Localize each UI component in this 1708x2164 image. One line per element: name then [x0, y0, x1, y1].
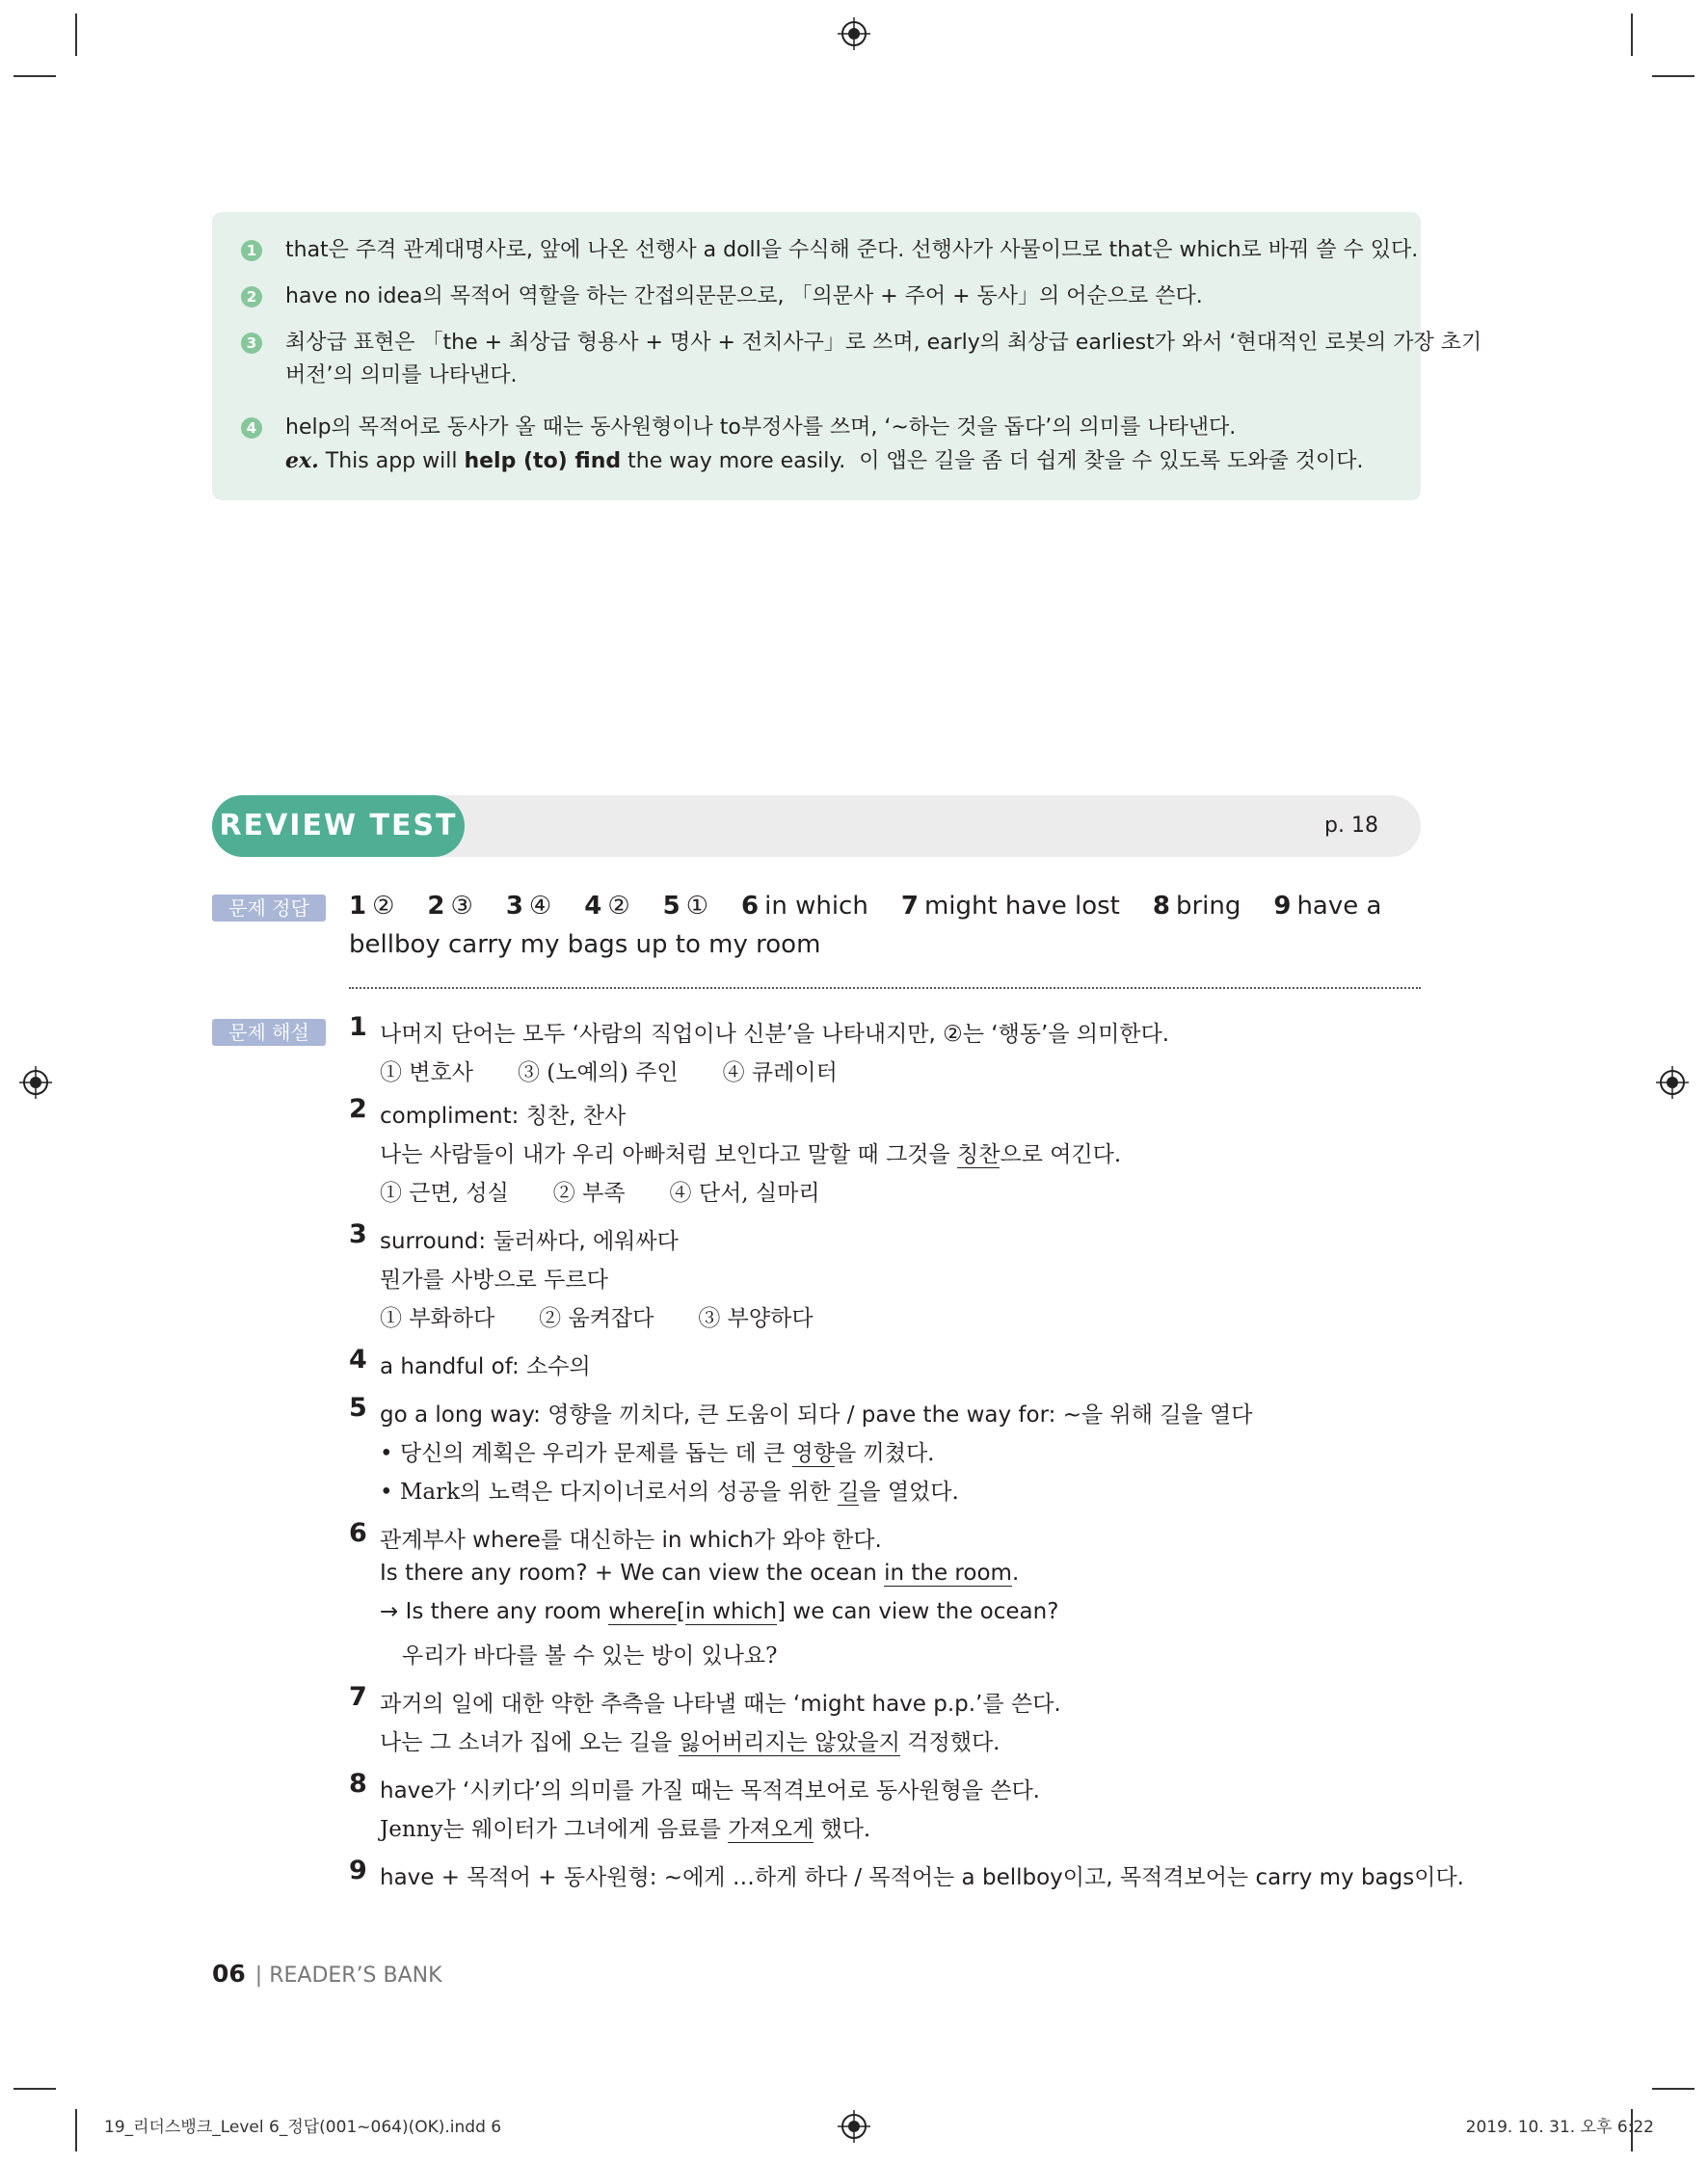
- item-line: [380, 1724, 1000, 1756]
- page-reference: p. 18: [1324, 814, 1378, 838]
- item-line: have + 목적어 + 동사원형: ~에게 …하게 하다 / 목적어는 a bellboy이고, 목적격보어는 carry my bags이다.: [380, 1865, 1464, 1890]
- item-line: [380, 1474, 959, 1506]
- item-line: 관계부사 where를 대신하는 in which가 와야 한다.: [380, 1528, 882, 1553]
- divider: [349, 987, 1421, 989]
- item-number: 8: [349, 1769, 367, 1799]
- answer-number: 3: [505, 892, 523, 921]
- item-number: 5: [349, 1393, 367, 1423]
- answer-item: [1153, 887, 1241, 925]
- note-text: help의 목적어로 동사가 올 때는 동사원형이나 to부정사를 쓰며, ‘~하는 것을 돕다’의 의미를 나타낸다.: [285, 415, 1237, 440]
- note-item: [246, 327, 1482, 392]
- registration-mark-icon: [838, 2110, 870, 2143]
- item-line: [380, 1811, 870, 1843]
- note-text: 최상급 표현은 「the + 최상급 형용사 + 명사 + 전치사구」로 쓰며, early의 최상급 earliest가 와서 ‘현대적인 로봇의 가장 초기: [285, 331, 1482, 355]
- text: [: [676, 1599, 685, 1624]
- item-line: ① 근면, 성실 ② 부족 ④ 단서, 실마리: [380, 1181, 820, 1206]
- answer-item: [1273, 887, 1381, 925]
- crop-mark: [1652, 75, 1695, 77]
- review-test-title: REVIEW TEST: [212, 795, 465, 857]
- text: 걱정했다.: [899, 1730, 1001, 1755]
- underlined-text: 칭찬: [957, 1142, 1001, 1167]
- text: 했다.: [814, 1817, 871, 1842]
- example-text: the way more easily.: [621, 449, 846, 473]
- answer-value: ③: [450, 892, 473, 921]
- answers-tag: 문제 정답: [212, 895, 326, 922]
- item-number: 9: [349, 1856, 367, 1885]
- registration-mark-icon: [19, 1066, 52, 1099]
- answer-number: 4: [584, 892, 602, 921]
- item-line: 뭔가를 사방으로 두르다: [380, 1268, 608, 1293]
- note-item: [246, 234, 1419, 267]
- answer-value: in which: [764, 892, 868, 921]
- crop-mark: [1652, 2088, 1695, 2090]
- note-text: have no idea의 목적어 역할을 하는 간접의문문으로, 「의문사 + 주어 + 동사」의 어순으로 쓴다.: [285, 284, 1203, 308]
- example-text: This app will: [325, 449, 465, 473]
- text: 을 열었다.: [859, 1480, 959, 1505]
- answer-item: [506, 887, 551, 925]
- item-number: 1: [349, 1012, 367, 1042]
- underlined-text: in which: [684, 1599, 778, 1624]
- item-line: [380, 1136, 1121, 1168]
- item-number: 2: [349, 1094, 367, 1124]
- answer-number: 1: [349, 892, 367, 921]
- item-number: 4: [349, 1345, 367, 1375]
- item-line: go a long way: 영향을 끼치다, 큰 도움이 되다 / pave the way for: ~을 위해 길을 열다: [380, 1403, 1253, 1428]
- item-line: [380, 1561, 1019, 1586]
- answers-line: [349, 887, 1381, 925]
- answer-number: 7: [900, 892, 919, 921]
- underlined-text: where: [608, 1599, 677, 1624]
- note-text: 버전’의 의미를 나타낸다.: [285, 363, 518, 387]
- page-number: 06: [212, 1960, 246, 1988]
- crop-mark: [1631, 13, 1633, 56]
- answer-value: ②: [607, 892, 630, 921]
- text: ] we can view the ocean?: [777, 1599, 1059, 1624]
- answer-number: 9: [1273, 892, 1292, 921]
- registration-mark-icon: [1656, 1066, 1689, 1099]
- item-line: compliment: 칭찬, 찬사: [380, 1104, 627, 1129]
- note-text: that은 주격 관계대명사로, 앞에 나온 선행사 a doll을 수식해 준다. 선행사가 사물이므로 that은 which로 바꿔 쓸 수 있다.: [285, 238, 1419, 262]
- grammar-notes-box: [212, 212, 1482, 500]
- underlined-text: in the room: [884, 1561, 1012, 1586]
- note-number: 1: [241, 240, 262, 261]
- item-number: 6: [349, 1518, 367, 1548]
- answer-value: ②: [372, 892, 395, 921]
- note-number: 3: [241, 333, 262, 354]
- item-line: ① 변호사 ③ (노예의) 주인 ④ 큐레이터: [380, 1060, 838, 1085]
- text: • Mark의 노력은 다지이너로서의 성공을 위한: [380, 1480, 839, 1505]
- text: 을 끼쳤다.: [834, 1441, 935, 1466]
- crop-mark: [13, 75, 56, 77]
- answer-value: might have lost: [923, 892, 1120, 921]
- underlined-text: 길: [838, 1480, 860, 1505]
- text: • 당신의 계획은 우리가 문제를 돕는 데 큰: [380, 1441, 792, 1466]
- underlined-text: 가져오게: [728, 1817, 814, 1842]
- text: 나는 사람들이 내가 우리 아빠처럼 보인다고 말할 때 그것을: [380, 1142, 958, 1167]
- answer-item: [663, 887, 708, 925]
- answer-item: [901, 887, 1120, 925]
- answer-number: 2: [427, 892, 445, 921]
- text: .: [1011, 1561, 1020, 1586]
- example-translation: 이 앱은 길을 좀 더 쉽게 찾을 수 있도록 도와줄 것이다.: [859, 449, 1364, 473]
- crop-mark: [75, 13, 77, 56]
- answer-number: 6: [741, 892, 760, 921]
- text: 나는 그 소녀가 집에 오는 길을: [380, 1730, 680, 1755]
- note-item: [246, 281, 1203, 313]
- file-slug: 19_리더스뱅크_Level 6_정답(001~064)(OK).indd 6: [104, 2118, 502, 2137]
- example-label: ex.: [285, 448, 319, 473]
- item-line: have가 ‘시키다’의 의미를 가질 때는 목적격보어로 동사원형을 쓴다.: [380, 1778, 1040, 1803]
- answers-line: bellboy carry my bags up to my room: [349, 930, 821, 959]
- item-number: 7: [349, 1682, 367, 1712]
- text: Jenny는 웨이터가 그녀에게 음료를: [380, 1817, 729, 1842]
- item-line: [380, 1435, 934, 1467]
- answer-item: [584, 887, 629, 925]
- item-number: 3: [349, 1219, 367, 1249]
- answer-value: ①: [685, 892, 709, 921]
- item-line: 과거의 일에 대한 약한 추측을 나타낼 때는 ‘might have p.p.’를 쓴다.: [380, 1692, 1061, 1717]
- answer-number: 5: [662, 892, 681, 921]
- text: Is there any room? + We can view the ocean: [380, 1561, 885, 1586]
- answer-value: bring: [1175, 892, 1241, 921]
- date-slug: 2019. 10. 31. 오후 6:22: [1465, 2118, 1654, 2137]
- item-line: ① 부화하다 ② 움켜잡다 ③ 부양하다: [380, 1306, 814, 1331]
- text: → Is there any room: [380, 1599, 609, 1624]
- crop-mark: [75, 2109, 77, 2151]
- answer-item: [349, 887, 394, 925]
- answer-item: [741, 887, 868, 925]
- item-line: 나머지 단어는 모두 ‘사람의 직업이나 신분’을 나타내지만, ②는 ‘행동’을 의미한다.: [380, 1022, 1170, 1047]
- explanation-tag: 문제 해설: [212, 1019, 326, 1046]
- registration-mark-icon: [838, 17, 870, 50]
- note-number: 2: [241, 286, 262, 307]
- page-footer: [212, 1960, 442, 1988]
- note-number: 4: [241, 417, 262, 439]
- text: 으로 여긴다.: [1000, 1142, 1122, 1167]
- item-line: [380, 1599, 1058, 1624]
- item-line: 우리가 바다를 볼 수 있는 방이 있나요?: [380, 1643, 778, 1669]
- item-line: a handful of: 소수의: [380, 1354, 591, 1379]
- underlined-text: 영향: [791, 1441, 835, 1466]
- answer-value: have a: [1296, 892, 1382, 921]
- answer-value: ④: [528, 892, 552, 921]
- underlined-text: 잃어버리지는 않았을지: [679, 1730, 900, 1755]
- answer-number: 8: [1152, 892, 1170, 921]
- book-title: | READER’S BANK: [254, 1964, 442, 1988]
- review-test-header: [212, 795, 1421, 857]
- example-bold: help (to) find: [464, 449, 622, 473]
- note-item: [246, 412, 1364, 478]
- item-line: surround: 둘러싸다, 에워싸다: [380, 1229, 679, 1254]
- crop-mark: [13, 2088, 56, 2090]
- answer-item: [427, 887, 472, 925]
